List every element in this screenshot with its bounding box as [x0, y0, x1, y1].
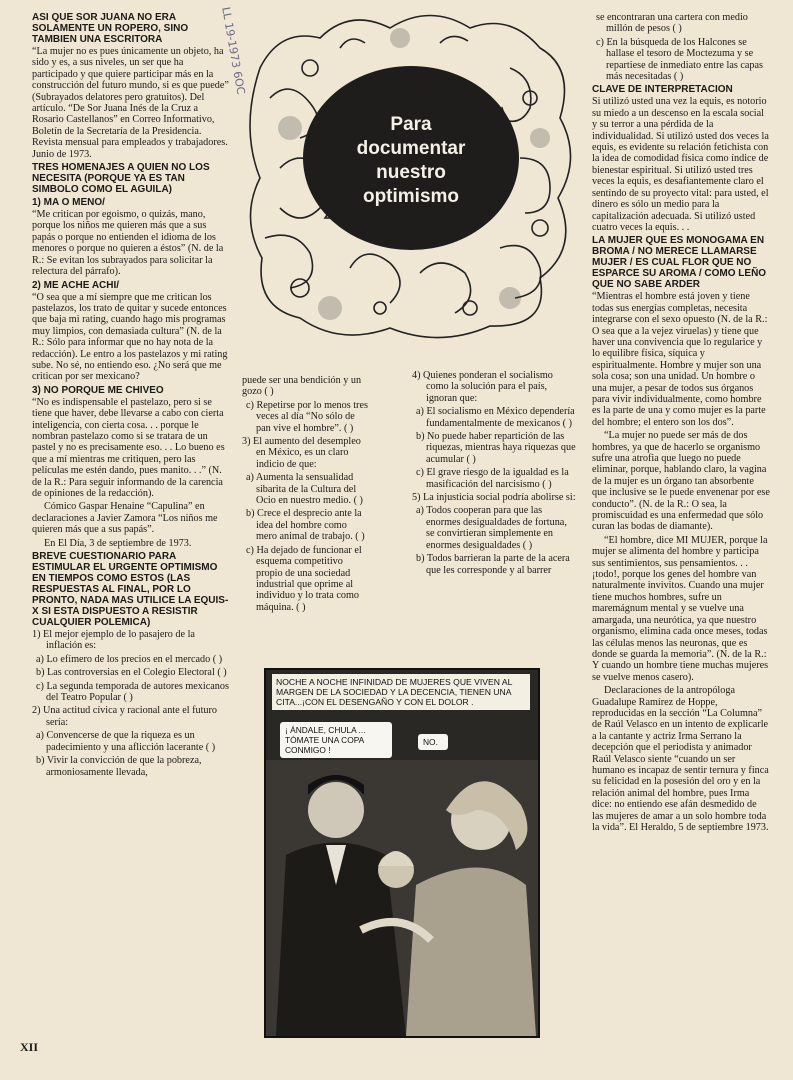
answer-option: a) Todos cooperan para que las enormes desigualdades de fortuna, se convirtieran simplemente en enormes desigualdades ( ) [416, 505, 567, 551]
heading-me-ache-achi: 2) ME ACHE ACHI/ [32, 279, 120, 291]
answer-option: se encontraran una cartera con medio millón de pesos ( ) [596, 12, 748, 35]
heading-clave: CLAVE DE INTERPRETACION [592, 84, 733, 96]
photo-figures [266, 670, 538, 1036]
heading-sor-juana: ASI QUE SOR JUANA NO ERA SOLAMENTE UN ROPERO, SINO TAMBIEN UNA ESCRITORA [32, 12, 189, 45]
answer-option: b) Crece el desprecio ante la idea del hombre como mero animal de trabajo. ( ) [246, 508, 365, 543]
art-title-line-3: nuestro [376, 162, 446, 183]
speech-bubble-man: ¡ ÁNDALE, CHULA ... TÓMATE UNA COPA CONMIGO ! [280, 722, 392, 758]
answer-option: b) Todos barrieran la parte de la acera que les corresponde y al barrer [416, 553, 570, 576]
column-1 [32, 10, 230, 780]
paragraph: Cómico Gaspar Henaine “Capulina” en declaraciones a Javier Zamora “Los niños me quieren más que a sus papás”. [32, 501, 218, 536]
heading-ma-o-meno: 1) MA O MENO/ [32, 197, 105, 209]
column-4 [592, 12, 770, 835]
paragraph: “El hombre, dice MI MUJER, porque la mujer se alimenta del hombre y participa sus sentimientos, sus pensamientos. . . ¡todo!, porque los genes del hombre van naturalmente invivitos. Cuando una mujer tiene muchos hombres, sufre un maremágnum mental y se vuelve una amargada, una neurótica, ya que nuestro organismo, elimina cada once meses, todas las células menos las neuronas, que es donde se guarda la memoria”. (N. de la R.: Y cuando un hombre tiene muchas mujeres se vuelve menos casero). [592, 534, 769, 683]
paragraph: “La mujer no puede ser más de dos hombres, ya que de hacerlo se organismo sufre una atrofia que luego no puede eliminar, porque, hablando claro, la vagina de la mujer es un órgano tan absorbente que inclusive se le puede envenenar por ese conducto”. (N. de la R.: O sea, la promiscuidad es una enfermedad que sólo curan las bodas de diamante). [592, 430, 770, 533]
answer-option: b) Las controversias en el Colegio Electoral ( ) [36, 667, 227, 679]
art-title-line-4: optimismo [362, 186, 460, 207]
art-title-line-1: Para [390, 114, 432, 135]
heading-no-porque-me-chiveo: 3) NO PORQUE ME CHIVEO [32, 384, 164, 396]
film-still-photo [264, 668, 540, 1038]
handwritten-note: LL 19-1973 6OC [219, 6, 248, 96]
answer-option: a) Aumenta la sensualidad sibarita de la Cultura del Ocio en nuestro medio. ( ) [246, 472, 363, 507]
question: 1) El mejor ejemplo de lo pasajero de la inflación es: [32, 629, 195, 652]
answer-option: c) Repetirse por lo menos tres veces al día “No sólo de pan vive el hombre”. ( ) [246, 399, 368, 434]
paragraph: “O sea que a mí siempre que me critican los pastelazos, los trato de quitar y sucede entonces que baja mi rating, cuando hago mis programas muy limpios, con demasiada cultura” (N. de la R.: Sólo para informar que no hay nota de la redacción). Le entro a los pastelazos y mi rating sube. No sé, no entiendo eso. ¿No será que me critican por ser mexicano? [32, 291, 228, 383]
paragraph: Si utilizó usted una vez la equis, es notorio su miedo a un descenso en la escala social y su terror a una pérdida de la individualidad. Si utilizó usted dos veces la equis, es evidente su relación fetichista con la idea de comodidad física como índice de bienestar espiritual. Si utilizó usted tres veces la equis, es desafiantemente claro el sentindo de su proyecto vital: para usted, el dinero es sólo un medio para la capitalización adecuada. Si utilizó usted cuatro veces la equis. . . [592, 96, 769, 233]
paragraph: “Me critican por egoismo, o quizás, mano, porque los niños me quieren más que a sus papás o porque no entienden el idioma de los menores o porque no quieren a éstos” (N. de la R.: Se evitan los subrayados para solicitar la relectura del párrafo). [32, 209, 224, 278]
page-number: XII [20, 1040, 39, 1054]
answer-option: b) Vivir la convicción de que la pobreza, armoniosamente llevada, [36, 755, 202, 778]
answer-option: a) El socialismo en México dependería fundamentalmente de mexicanos ( ) [416, 406, 575, 429]
heading-tres-homenajes: TRES HOMENAJES A QUIEN NO LOS NECESITA (PORQUE YA ES TAN SIMBOLO COMO EL AGUILA) [32, 162, 210, 196]
answer-option: a) Lo efímero de los precios en el mercado ( ) [36, 653, 223, 665]
question: 3) El aumento del desempleo en México, es un claro indicio de que: [242, 436, 361, 470]
question: 2) Una actitud cívica y racional ante el futuro sería: [32, 705, 217, 728]
speech-bubble-woman: NO. [418, 734, 448, 750]
answer-option: c) Ha dejado de funcionar el esquema competitivo propio de una sociedad industrial que oprime al individuo y lo trata como máquina. ( ) [246, 544, 362, 613]
paragraph: puede ser una bendición y un gozo ( ) [242, 375, 362, 398]
optimism-illustration [240, 8, 582, 348]
column-3 [412, 370, 576, 578]
paragraph: “Mientras el hombre está joven y tiene todas sus energías completas, necesita integrarse con el sexo opuesto (N. de la R.: O sea que a la vejez viruelas) y tiene que haver una convivencia que lo regularice y lo equilibre física, síquica y espiritualmente. Hombre y mujer son una sola cosa; son una unidad. Un hombre o una mujer, a pesar de todos sus órganos para vivir individualmente, como hombre es la parte de una y como mujer es la parte del hombre; el entero son los dos”. [592, 291, 768, 428]
answer-option: a) Convencerse de que la riqueza es un padecimiento y una aflicción lacerante ( ) [36, 730, 216, 753]
question: 5) La injusticia social podría abolirse si: [412, 492, 576, 504]
paragraph: “No es indispensable el pastelazo, pero si se tiene que haver, debe llevarse a cabo con cierta inteligencia, con cierta cosa. . . porque le nombran pastelazo como si se tratara de un pastel y no es precisamente eso. . . Lo bueno es que a mí mientras me critiquen, pero las películas me estén dando, pues manito. . .” (N. de la R.: Para seguir informando de la carencia de opiniones de la redacción). [32, 396, 225, 499]
heading-monogama: LA MUJER QUE ES MONOGAMA EN BROMA / NO MERECE LLAMARSE MUJER / ES CUAL FLOR QUE NO ESPARCE SU AROMA / COMO LEÑO QUE NO SABE ARDER [592, 235, 767, 291]
answer-option: b) No puede haber repartición de las riquezas, mientras haya riquezas que acumular ( ) [416, 431, 576, 465]
heading-cuestionario: BREVE CUESTIONARIO PARA ESTIMULAR EL URGENTE OPTIMISMO EN TIEMPOS COMO ESTOS (LAS RESPUESTAS AL FINAL, POR LO PRONTO, NADA MAS UTILICE LA EQUIS-X SI ESTA DISPUESTO A RESISTIR CUALQUIER POLEMICA) [32, 551, 229, 629]
answer-option: c) La segunda temporada de autores mexicanos del Teatro Popular ( ) [36, 680, 229, 704]
answer-option: c) En la búsqueda de los Halcones se hallase el tesoro de Moctezuma y se repartiese de inmediato entre las capas más necesitadas ( ) [596, 36, 763, 83]
answer-option: c) El grave riesgo de la igualdad es la masificación del narcisismo ( ) [416, 467, 569, 490]
paragraph: En El Día, 3 de septiembre de 1973. [44, 537, 192, 549]
paragraph: Declaraciones de la antropóloga Guadalupe Ramírez de Hoppe, reproducidas en la sección “La Columna” de Raúl Velasco en un intento de explicarle a la cantante y actriz Irma Serrano la decepción que el periodista y animador Raúl Velasco siente “cuando un ser humano es incapaz de sentir ternura y finca su felicidad en la posesión del oro y en la relación animal del hombre, pues Irma dice: no entiendo ese afán desmedido de las mujeres de amar a un solo hombre toda la vida”. El Heraldo, 5 de septiembre 1973. [592, 685, 769, 833]
photo-caption: NOCHE A NOCHE INFINIDAD DE MUJERES QUE VIVEN AL MARGEN DE LA SOCIEDAD Y LA DECENCIA, TIENEN UNA CITA...¡CON EL DESENGAÑO Y CON EL DOLOR . [272, 674, 530, 710]
art-title-line-2: documentar [356, 138, 466, 159]
question: 4) Quienes ponderan el socialismo como la solución para el país, ignoran que: [412, 370, 553, 404]
column-2 [242, 375, 368, 615]
paragraph: “La mujer no es pues únicamente un objeto, ha sido y es, a sus niveles, un ser que ha participado y que quiere participar más en la construcción del futuro mundo, si es que puede” (Subrayados delatores pero gratuitos). Del artículo. “De Sor Juana Inés de la Cruz a Rosario Castellanos” en Correo Informativo, Boletín de la Secretaría de la Presidencia. Revista mensual para empleados y trabajadores. Junio de 1973. [32, 46, 229, 160]
